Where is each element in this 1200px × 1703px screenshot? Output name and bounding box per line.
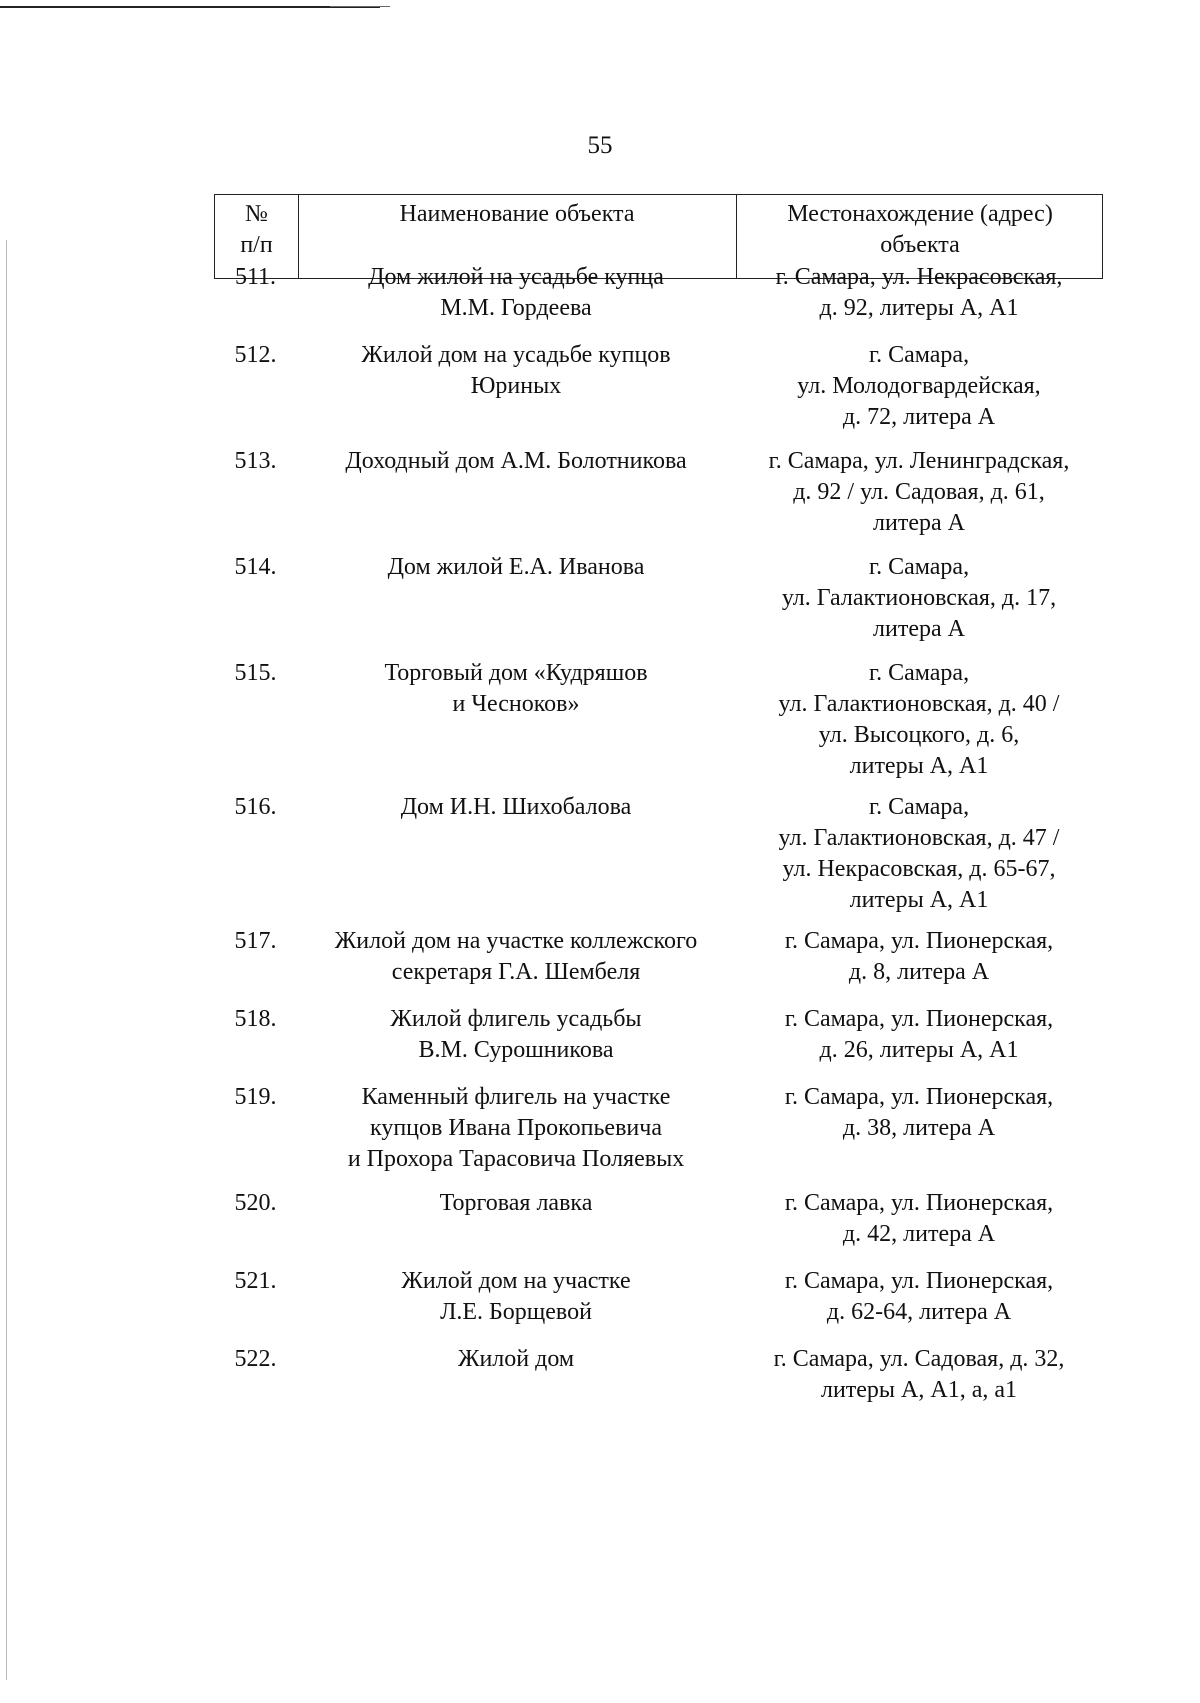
object-address-line: г. Самара, ул. Некрасовская, (775, 264, 1063, 290)
row-number: 516. (234, 794, 277, 820)
object-address-line: ул. Галактионовская, д. 40 / (778, 691, 1060, 717)
row-number: 520. (234, 1190, 277, 1216)
header-name-label: Наименование объекта (399, 201, 635, 227)
object-address-line: г. Самара, (868, 554, 970, 580)
object-name-line: купцов Ивана Прокопьевича (370, 1115, 662, 1141)
object-name-line: Дом жилой Е.А. Иванова (387, 554, 645, 580)
object-name-line: Л.Е. Борщевой (440, 1299, 592, 1325)
object-name (297, 340, 735, 402)
object-address-line: г. Самара, ул. Пионерская, (784, 1268, 1054, 1294)
object-address-line: ул. Некрасовская, д. 65-67, (782, 856, 1056, 882)
object-address-line: литеры А, А1, а, а1 (820, 1377, 1018, 1403)
object-address-line: д. 92, литеры А, А1 (819, 295, 1019, 321)
object-name-line: Торговый дом «Кудряшов (384, 660, 648, 686)
scan-artifact-edge (6, 240, 7, 1680)
object-address (735, 446, 1103, 539)
row-number: 511. (234, 264, 277, 290)
row-number: 514. (234, 554, 277, 580)
object-name-line: М.М. Гордеева (440, 295, 592, 321)
object-name-line: и Прохора Тарасовича Поляевых (347, 1146, 685, 1172)
object-address (735, 1266, 1103, 1328)
object-address-line: г. Самара, (868, 660, 970, 686)
object-name-line: Жилой дом на участке коллежского (334, 928, 698, 954)
object-address-line: литера А (873, 510, 965, 536)
header-number-abbrev: п/п (240, 232, 273, 258)
object-name (297, 1344, 735, 1375)
page-number: 55 (587, 132, 613, 159)
object-address (735, 1188, 1103, 1250)
object-name (297, 1266, 735, 1328)
object-address-line: литера А (873, 616, 965, 642)
object-address-line: ул. Молодогвардейская, (797, 373, 1041, 399)
object-address-line: г. Самара, ул. Садовая, д. 32, (773, 1346, 1065, 1372)
row-number: 515. (234, 660, 277, 686)
object-address-line: ул. Галактионовская, д. 47 / (778, 825, 1060, 851)
object-name-line: Дом И.Н. Шихобалова (400, 794, 632, 820)
object-name-line: Жилой дом на усадьбе купцов (361, 342, 671, 368)
object-name-line: секретаря Г.А. Шембеля (391, 959, 641, 985)
object-name (297, 1082, 735, 1175)
row-number: 513. (234, 448, 277, 474)
scan-artifact-line (0, 6, 380, 8)
object-address-line: д. 62-64, литера А (826, 1299, 1012, 1325)
object-name-line: Торговая лавка (439, 1190, 593, 1216)
header-address-label: Местонахождение (адрес) (787, 201, 1053, 227)
object-name (297, 1004, 735, 1066)
header-name-column (298, 199, 736, 230)
object-address-line: д. 8, литера А (848, 959, 990, 985)
header-number-symbol: № (245, 201, 268, 227)
object-address (735, 1344, 1103, 1406)
row-number: 512. (234, 342, 277, 368)
object-address (735, 658, 1103, 782)
object-address-line: ул. Галактионовская, д. 17, (781, 585, 1057, 611)
object-address-line: ул. Высоцкого, д. 6, (818, 722, 1020, 748)
object-address (735, 1004, 1103, 1066)
object-address-line: г. Самара, ул. Пионерская, (784, 1190, 1054, 1216)
object-address (735, 340, 1103, 433)
header-address-label-2: объекта (880, 232, 960, 258)
object-name (297, 926, 735, 988)
row-number: 518. (234, 1006, 277, 1032)
object-address-line: д. 26, литеры А, А1 (819, 1037, 1019, 1063)
object-address (735, 1082, 1103, 1144)
header-address-column (736, 199, 1104, 261)
object-name (297, 792, 735, 823)
object-address-line: г. Самара, (868, 794, 970, 820)
object-address (735, 792, 1103, 916)
object-name-line: Каменный флигель на участке (361, 1084, 671, 1110)
object-address-line: литеры А, А1 (849, 887, 989, 913)
object-name (297, 262, 735, 324)
row-number: 517. (234, 928, 277, 954)
object-name-line: Жилой дом на участке (401, 1268, 631, 1294)
object-name-line: В.М. Сурошникова (418, 1037, 614, 1063)
object-name-line: Жилой флигель усадьбы (390, 1006, 642, 1032)
object-address-line: г. Самара, ул. Пионерская, (784, 1084, 1054, 1110)
object-address (735, 552, 1103, 645)
object-address-line: литеры А, А1 (849, 753, 989, 779)
object-address-line: д. 92 / ул. Садовая, д. 61, (793, 479, 1045, 505)
object-address-line: д. 38, литера А (842, 1115, 996, 1141)
object-name (297, 658, 735, 720)
object-name-line: Дом жилой на усадьбе купца (368, 264, 664, 290)
object-name-line: Юриных (470, 373, 562, 399)
object-name-line: и Чесноков» (452, 691, 580, 717)
object-address-line: г. Самара, ул. Ленинградская, (768, 448, 1070, 474)
scan-artifact-line (330, 6, 390, 7)
header-number-column (215, 199, 298, 261)
row-number: 519. (234, 1084, 277, 1110)
object-name (297, 1188, 735, 1219)
object-address (735, 926, 1103, 988)
object-address-line: г. Самара, (868, 342, 970, 368)
object-name-line: Доходный дом А.М. Болотникова (345, 448, 687, 474)
object-address-line: д. 42, литера А (842, 1221, 996, 1247)
object-address-line: г. Самара, ул. Пионерская, (784, 1006, 1054, 1032)
row-number: 521. (234, 1268, 277, 1294)
object-address-line: д. 72, литера А (842, 404, 996, 430)
object-name-line: Жилой дом (457, 1346, 575, 1372)
object-address-line: г. Самара, ул. Пионерская, (784, 928, 1054, 954)
object-address (735, 262, 1103, 324)
row-number: 522. (234, 1346, 277, 1372)
object-name (297, 552, 735, 583)
object-name (297, 446, 735, 477)
